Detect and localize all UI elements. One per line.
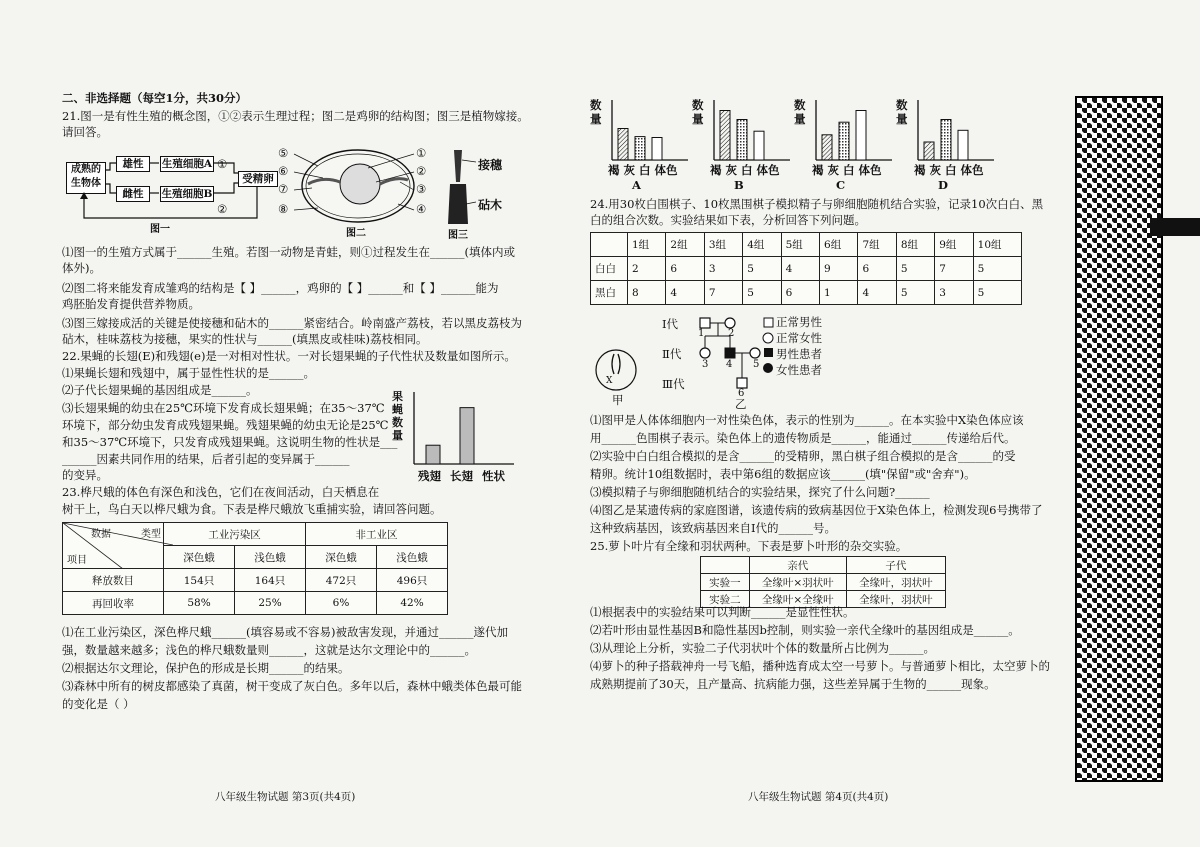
q24-part2: ⑵实验中白白组合模拟的是含______的受精卵，黑白棋子组合模拟的是含______的受	[590, 449, 1016, 463]
gen-2-label: Ⅱ代	[662, 347, 682, 361]
table-cell: 子代	[846, 557, 945, 574]
q21-part1-cont: 体外)。	[62, 261, 101, 275]
process-2-label: ②	[217, 202, 228, 216]
table-cell: 6	[858, 257, 896, 281]
table-cell: 1组	[628, 233, 666, 257]
table-cell	[701, 557, 750, 574]
graph-plot	[590, 96, 690, 168]
table-cell: 6	[781, 281, 819, 305]
q24-part4-cont: 这种致病基因，该致病基因来自Ⅰ代的______号。	[590, 521, 837, 535]
graph-plot	[896, 96, 996, 168]
table-cell: 亲代	[749, 557, 846, 574]
graph-plot	[692, 96, 792, 168]
female-box: 雌性	[116, 186, 150, 202]
decorative-border-pattern	[1075, 96, 1163, 782]
graph-xlabels: 褐 灰 白 体色	[608, 163, 678, 177]
pedigree-n1: 1	[698, 328, 705, 339]
egg-label-2: ②	[416, 164, 427, 178]
graph-plot	[794, 96, 894, 168]
table-cell: 8组	[896, 233, 934, 257]
table-cell: 全缘叶，羽状叶	[846, 574, 945, 591]
q23-part1-cont: 强，数量越来越多；浅色的桦尺蛾数量则______，这就是达尔文理论中的______。	[62, 643, 476, 657]
table-cell: 全缘叶×羽状叶	[749, 574, 846, 591]
table-cell: 全缘叶×全缘叶	[749, 591, 846, 608]
table-row	[591, 257, 1022, 281]
zygote-box: 受精卵	[238, 171, 278, 187]
table-cell: 5	[896, 257, 934, 281]
graph-ylabel: 数 量	[896, 98, 908, 126]
table-cell: 1	[820, 281, 858, 305]
graph-title: D	[938, 178, 948, 192]
graph-xlabels: 褐 灰 白 体色	[812, 163, 882, 177]
pedigree-n6: 6	[738, 388, 745, 399]
scion-label: 接穗	[478, 158, 503, 172]
q24-stem: 24.用30枚白围棋子、10枚黑围棋子模拟精子与卵细胞随机结合实验，记录10次白白、黑	[590, 197, 1044, 211]
table-cell: 2	[628, 257, 666, 281]
q21-part1: ⑴图一的生殖方式属于______生殖。若图一动物是青蛙，则①过程发生在______(填体内或	[62, 245, 515, 259]
graph-bar-灰	[635, 137, 645, 160]
chromosome-x-label: X	[606, 376, 613, 386]
zone-nonindustrial: 非工业区	[306, 523, 448, 546]
table-row	[701, 574, 946, 591]
legend-normal-male: 正常男性	[776, 315, 822, 329]
q24-part1-cont: 用______色围棋子表示。染色体上的遗传物质是______，能通过______传递给后代。	[590, 431, 1016, 445]
q25-part4: ⑷萝卜的种子搭载神舟一号飞船，播种选育成太空一号萝卜。与普通萝卜相比，太空萝卜的	[590, 659, 1050, 673]
graph-xlabels: 褐 灰 白 体色	[710, 163, 780, 177]
binding-tab-marker	[1150, 218, 1200, 236]
q22-stem: 22.果蝇的长翅(E)和残翅(e)是一对相对性状。一对长翅果蝇的子代性状及数量如图所示。	[62, 349, 516, 363]
egg-svg	[278, 146, 436, 236]
graph-B	[692, 96, 794, 196]
q22-part3-b: 环境下，部分幼虫发育成残翅果蝇。残翅果蝇的幼虫无论是25℃	[62, 418, 389, 432]
table-cell: 8	[628, 281, 666, 305]
fruitfly-bar-1	[460, 408, 474, 464]
figure-1-caption: 图一	[150, 224, 170, 235]
col-dark-1: 深色蛾	[164, 546, 235, 569]
fig-jia-label: 甲	[612, 393, 624, 407]
q23-part2: ⑵根据达尔文理论，保护色的形成是长期______的结果。	[62, 661, 350, 675]
fruitfly-ylabel-3: 数	[392, 416, 403, 429]
table-cell: 2组	[666, 233, 704, 257]
table-cell: 7组	[858, 233, 896, 257]
pedigree-n2: 2	[728, 328, 735, 339]
graph-xlabels: 褐 灰 白 体色	[914, 163, 984, 177]
q22-part3: ⑶长翅果蝇的幼虫在25℃环境下发育成长翅果蝇；在35～37℃	[62, 401, 385, 415]
table-cell: 496只	[377, 569, 448, 592]
graph-bar-褐	[822, 135, 832, 160]
fruitfly-cat-vestigial: 残翅	[418, 469, 441, 483]
organism-label-2: 生物体	[71, 178, 101, 189]
q24-stem-2: 白的组合次数。实验结果如下表，分析回答下列问题。	[590, 213, 866, 227]
footer-left: 八年级生物试题 第3页(共4页)	[215, 791, 356, 803]
footer-right: 八年级生物试题 第4页(共4页)	[748, 791, 889, 803]
table-cell: 4组	[743, 233, 781, 257]
graph-bar-白	[652, 138, 662, 161]
legend-normal-female: 正常女性	[776, 331, 822, 345]
table-cell: 实验一	[701, 574, 750, 591]
process-1-label: ①	[217, 157, 228, 171]
figure-2-caption: 图二	[346, 228, 366, 239]
graph-bar-褐	[720, 111, 730, 161]
graph-ylabel: 数 量	[692, 98, 704, 126]
graph-bar-灰	[941, 120, 951, 161]
male-box: 雄性	[116, 156, 150, 172]
q25-part1: ⑴根据表中的实验结果可以判断______是显性性状。	[590, 605, 855, 619]
table-cell: 25%	[235, 592, 306, 615]
table-cell: 5	[973, 257, 1021, 281]
section-title: 二、非选择题（每空1分，共30分）	[62, 91, 248, 105]
egg-label-6: ⑥	[278, 164, 289, 178]
graph-ylabel: 数 量	[590, 98, 602, 126]
table-cell: 164只	[235, 569, 306, 592]
graph-bar-灰	[839, 122, 849, 160]
q21-part3-cont: 砧木，桂味荔枝为接穗，果实的性状与______(填黑皮或桂味)荔枝相同。	[62, 332, 428, 346]
q22-part3-d: ______因素共同作用的结果，后者引起的变异属于______	[62, 452, 350, 466]
table-cell: 7	[704, 281, 742, 305]
fruitfly-ylabel-1: 果	[392, 390, 403, 403]
pedigree-n5: 5	[753, 359, 760, 370]
q23-part3: ⑶森林中所有的树皮都感染了真菌，树干变成了灰白色。多年以后，森林中蛾类体色最可能	[62, 679, 522, 693]
stock-label: 砧木	[478, 198, 503, 212]
table-cell: 4	[781, 257, 819, 281]
q22-part3-e: 的变异。	[62, 468, 108, 482]
corner-data: 数据	[91, 529, 111, 540]
egg-label-3: ③	[416, 182, 427, 196]
pedigree-n3: 3	[702, 359, 709, 370]
row-label: 白白	[591, 257, 628, 281]
graph-bar-褐	[618, 129, 628, 161]
table-cell: 6组	[820, 233, 858, 257]
organism-label: 成熟的	[71, 164, 101, 175]
graph-C	[794, 96, 896, 196]
graft-svg	[440, 146, 480, 226]
figure-2-egg-diagram	[278, 146, 436, 239]
q22-part2: ⑵子代长翅果蝇的基因组成是______。	[62, 383, 258, 397]
graph-bar-白	[958, 130, 968, 160]
bodycolor-graphs	[590, 96, 1000, 196]
col-dark-2: 深色蛾	[306, 546, 377, 569]
graph-ylabel: 数 量	[794, 98, 806, 126]
graph-D	[896, 96, 998, 196]
q22-part3-c: 和35～37℃环境下，只发育成残翅果蝇。这说明生物的性状是___	[62, 435, 398, 449]
corner-type: 类型	[141, 529, 161, 540]
table-cell: 10组	[973, 233, 1021, 257]
legend-female-patient: 女性患者	[776, 363, 822, 377]
gamete-b-box: 生殖细胞B	[161, 188, 213, 200]
graph-bar-褐	[924, 142, 934, 160]
moth-table-corner	[63, 523, 164, 569]
graph-title: B	[734, 178, 744, 192]
fig-yi-label: 乙	[735, 397, 747, 411]
table-row	[63, 592, 448, 615]
table-cell: 4	[666, 281, 704, 305]
egg-label-8: ⑧	[278, 202, 289, 216]
row-label: 释放数目	[63, 569, 164, 592]
table-header-row	[591, 233, 1022, 257]
table-cell: 7	[935, 257, 973, 281]
fruitfly-bar-0	[426, 445, 440, 464]
egg-label-5: ⑤	[278, 146, 289, 160]
graph-bar-灰	[737, 120, 747, 161]
gen-1-label: Ⅰ代	[662, 317, 679, 331]
table-cell: 5	[896, 281, 934, 305]
q23-stem-2: 树干上，鸟白天以桦尺蛾为食。下表是桦尺蛾放飞重捕实验，请回答问题。	[62, 502, 442, 516]
fruitfly-xlabel: 性状	[482, 469, 505, 483]
row-label: 再回收率	[63, 592, 164, 615]
q24-part1: ⑴图甲是人体体细胞内一对性染色体，表示的性别为______。在本实验中X染色体应该	[590, 413, 1024, 427]
q25-stem: 25.萝卜叶片有全缘和羽状两种。下表是萝卜叶形的杂交实验。	[590, 539, 908, 553]
table-cell: 全缘叶，羽状叶	[846, 591, 945, 608]
row-label: 黑白	[591, 281, 628, 305]
pedigree-n4: 4	[726, 359, 733, 370]
q24-part2-cont: 精卵。统计10组数据时，表中第6组的数据应该______(填"保留"或"舍弃")。	[590, 467, 976, 481]
q25-part2: ⑵若叶形由显性基因B和隐性基因b控制，则实验一亲代全缘叶的基因组成是______。	[590, 623, 1020, 637]
table-cell: 3	[704, 257, 742, 281]
graph-title: A	[632, 178, 641, 192]
egg-label-4: ④	[416, 202, 427, 216]
q21-part2: ⑵图二将来能发育成雏鸡的结构是【 】______，鸡卵的【 】______和【 】______能为	[62, 281, 499, 295]
chess-table	[590, 232, 1022, 305]
table-cell: 42%	[377, 592, 448, 615]
table-cell: 6	[666, 257, 704, 281]
q23-part1: ⑴在工业污染区，深色桦尺蛾______(填容易或不容易)被敌害发现，并通过______遂代加	[62, 625, 508, 639]
table-cell: 472只	[306, 569, 377, 592]
gen-3-label: Ⅲ代	[662, 377, 685, 391]
graph-bar-白	[754, 131, 764, 160]
table-cell: 5	[743, 257, 781, 281]
table-cell: 58%	[164, 592, 235, 615]
q25-part4-cont: 成熟期提前了30天，且产量高、抗病能力强，这些差异属于生物的______现象。	[590, 677, 996, 691]
legend-male-patient: 男性患者	[776, 347, 822, 361]
table-cell: 实验二	[701, 591, 750, 608]
zone-industrial: 工业污染区	[164, 523, 306, 546]
fruitfly-ylabel-4: 量	[392, 429, 403, 442]
table-cell: 5组	[781, 233, 819, 257]
col-light-1: 浅色蛾	[235, 546, 306, 569]
fruitfly-plot	[388, 388, 518, 468]
q23-part3-cont: 的变化是（ ）	[62, 697, 135, 711]
table-cell: 154只	[164, 569, 235, 592]
radish-table	[700, 556, 946, 608]
table-row	[591, 281, 1022, 305]
egg-label-1: ①	[416, 146, 427, 160]
col-light-2: 浅色蛾	[377, 546, 448, 569]
table-cell: 4	[858, 281, 896, 305]
fruitfly-chart	[388, 388, 518, 484]
figure-3-grafting	[440, 146, 520, 241]
moth-table	[62, 522, 448, 615]
table-cell: 9	[820, 257, 858, 281]
corner-item: 项目	[67, 555, 87, 566]
table-cell: 5	[743, 281, 781, 305]
q23-stem: 23.桦尺蛾的体色有深色和浅色，它们在夜间活动，白天栖息在	[62, 485, 380, 499]
fruitfly-cat-long: 长翅	[450, 469, 473, 483]
q22-part1: ⑴果蝇长翅和残翅中，属于显性性状的是______。	[62, 366, 315, 380]
q21-part2-cont: 鸡胚胎发育提供营养物质。	[62, 297, 200, 311]
row-label	[591, 233, 628, 257]
egg-label-7: ⑦	[278, 182, 289, 196]
figure-1-concept-map	[62, 146, 277, 235]
gamete-a-box: 生殖细胞A	[161, 158, 213, 170]
graph-title: C	[836, 178, 846, 192]
table-cell: 5	[973, 281, 1021, 305]
figure-3-caption: 图三	[448, 230, 468, 241]
pedigree-area	[590, 314, 890, 410]
fruitfly-ylabel-2: 蝇	[392, 403, 403, 416]
table-cell: 3组	[704, 233, 742, 257]
table-row	[63, 569, 448, 592]
q21-part3: ⑶图三嫁接成活的关键是使接穗和砧木的______紧密结合。岭南盛产荔枝，若以黑皮荔枝为	[62, 316, 522, 330]
table-cell: 3	[935, 281, 973, 305]
q24-part3: ⑶模拟精子与卵细胞随机结合的实验结果，探究了什么问题?______	[590, 485, 930, 499]
q24-part4: ⑷图乙是某遗传病的家庭图谱，该遗传病的致病基因位于X染色体上，检测发现6号携带了	[590, 503, 1043, 517]
table-cell: 6%	[306, 592, 377, 615]
q21-stem-2: 请回答。	[62, 125, 108, 139]
graph-A	[590, 96, 692, 196]
table-cell: 9组	[935, 233, 973, 257]
q21-stem: 21.图一是有性生殖的概念图，①②表示生理过程；图二是鸡卵的结构图；图三是植物嫁接。	[62, 109, 529, 123]
q25-part3: ⑶从理论上分析，实验二子代羽状叶个体的数量所占比例为______。	[590, 641, 935, 655]
graph-bar-白	[856, 111, 866, 161]
